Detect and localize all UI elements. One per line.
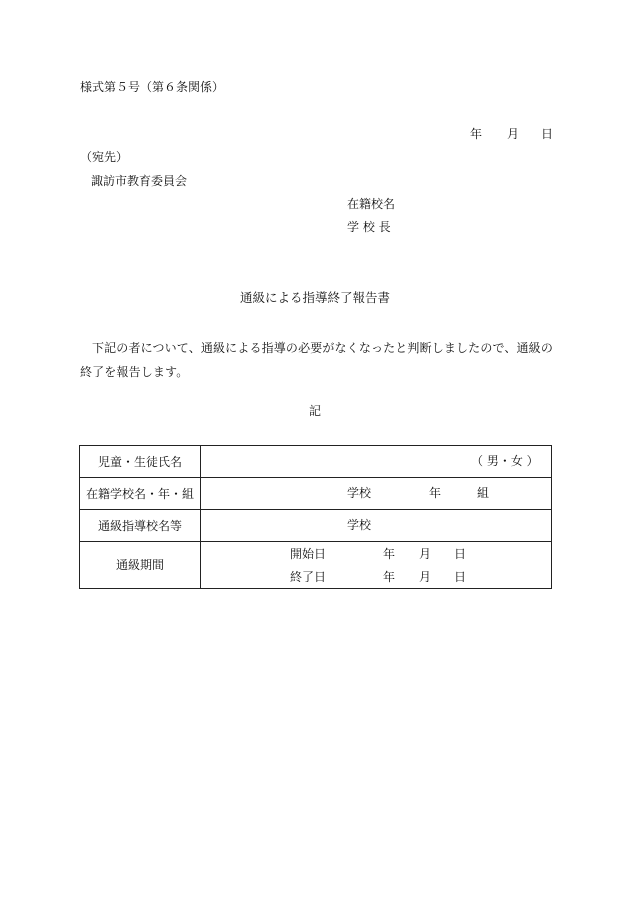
period-label: 通級期間: [80, 542, 201, 589]
date-day-label: 日: [541, 127, 554, 141]
period-cell: [201, 542, 552, 589]
table-row-school-year-class: [80, 478, 552, 510]
student-name-label: 児童・生徒氏名: [80, 446, 201, 478]
end-date-label: 終了日: [290, 570, 327, 584]
date-month-label: 月: [507, 127, 520, 141]
end-month-label: 月: [419, 570, 432, 584]
school-suffix: 学校: [347, 486, 372, 500]
addressee-label: （宛先）: [80, 150, 129, 164]
class-suffix: 組: [477, 486, 490, 500]
school-name-label: 在籍校名: [347, 197, 396, 211]
principal-label: 学 校 長: [347, 220, 391, 234]
tsukyu-school-cell: [201, 510, 552, 542]
start-year-label: 年: [383, 547, 396, 561]
table-row-tsukyu-school: [80, 510, 552, 542]
date-year-label: 年: [470, 127, 483, 141]
table-row-student-name: [80, 446, 552, 478]
end-year-label: 年: [383, 570, 396, 584]
form-number: 様式第５号（第６条関係）: [80, 80, 225, 94]
year-suffix: 年: [429, 486, 442, 500]
start-date-label: 開始日: [290, 547, 327, 561]
school-year-class-cell: [201, 478, 552, 510]
gender-choice: （ 男・女 ）: [471, 454, 539, 468]
tsukyu-school-label: 通級指導校名等: [80, 510, 201, 542]
start-day-label: 日: [454, 547, 467, 561]
table-row-period: [80, 542, 552, 589]
school-year-class-label: 在籍学校名・年・組: [80, 478, 201, 510]
record-table: [79, 445, 552, 589]
ki-heading: 記: [308, 404, 321, 418]
document-title: 通級による指導終了報告書: [239, 290, 390, 305]
student-name-cell: [201, 446, 552, 478]
tsukyu-school-suffix: 学校: [347, 518, 372, 532]
start-month-label: 月: [419, 547, 432, 561]
addressee: 諏訪市教育委員会: [91, 174, 188, 188]
body-paragraph: 下記の者について、通級による指導の必要がなくなったと判断しましたので、通級の終了を報告します。: [80, 341, 553, 379]
end-day-label: 日: [454, 570, 467, 584]
